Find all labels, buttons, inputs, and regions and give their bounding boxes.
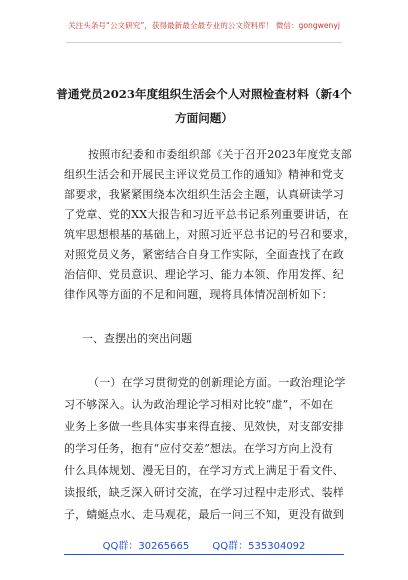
title-line-2: 方面问题）: [175, 111, 233, 125]
body-line: 读报纸，缺乏深入研讨交流，在学习过程中走形式、装样: [64, 486, 344, 499]
footer-qq-group-2: QQ群：535304092: [212, 541, 306, 552]
section-heading: 一、查摆出的突出问题: [82, 332, 192, 345]
intro-line: 对照党员义务，紧密结合自身工作实际，全面查找了在政: [64, 248, 344, 261]
intro-line: 了党章、党的XX大报告和习近平总书记系列重要讲话，在: [64, 208, 349, 221]
body-line: 习不够深入。认为政治理论学习相对比较“虚”，不如在: [64, 398, 334, 411]
intro-line: 筑牢思想根基的基础上，对照习近平总书记的号召和要求，: [64, 228, 356, 241]
header-divider: [66, 42, 342, 43]
footer-divider: [64, 554, 344, 555]
intro-line: 按照市纪委和市委组织部《关于召开2023年度党支部: [88, 148, 352, 161]
header-banner: 关注头条号“公文研究”，获得最新最全最专业的公文资料库！ 微信：gongwenyj: [68, 21, 340, 30]
body-line: 子，蜻蜓点水、走马观花，最后一问三不知，更没有做到: [64, 508, 344, 521]
body-line: （一）在学习贯彻党的创新理论方面。一政治理论学: [88, 376, 346, 389]
body-line: 业务上多做一些具体实事来得直接、见效快，对支部安排: [64, 420, 344, 433]
intro-line: 治信仰、党员意识、理论学习、能力本领、作用发挥、纪: [64, 268, 344, 281]
document-title: [50, 82, 358, 130]
title-line-1: 普通党员2023年度组织生活会个人对照检查材料（新4个: [56, 87, 352, 101]
intro-line: 组织生活会和开展民主评议党员工作的通知》精神和党支: [64, 168, 344, 181]
body-line: 的学习任务，抱有“应付交差”想法。在学习方向上没有: [64, 442, 334, 455]
footer-qq-group-1: QQ群：30265665: [102, 541, 190, 552]
intro-line: 部要求，我紧紧围绕本次组织生活会主题，认真研读学习: [64, 188, 344, 201]
footer-contacts: [0, 537, 408, 552]
intro-line: 律作风等方面的不足和问题，现将具体情况剖析如下：: [64, 288, 333, 301]
body-line: 什么具体规划、漫无目的，在学习方式上满足于看文件、: [64, 464, 344, 477]
